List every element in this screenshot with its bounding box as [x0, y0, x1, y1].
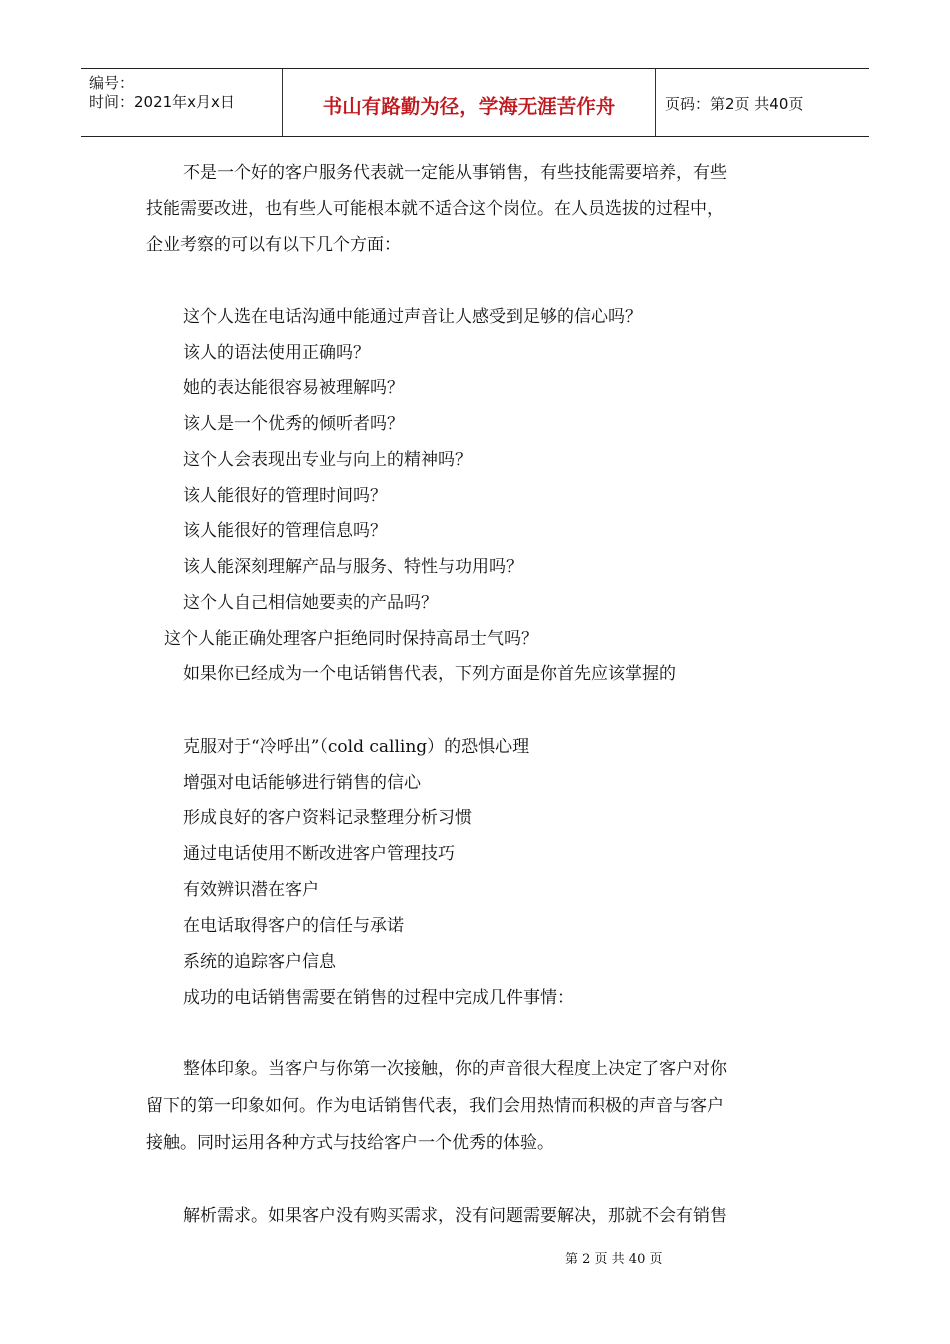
skill-item: 有效辨识潜在客户	[183, 880, 319, 900]
question-item: 该人的语法使用正确吗？	[183, 343, 370, 363]
question-item: 如果你已经成为一个电话销售代表，下列方面是你首先应该掌握的	[183, 664, 676, 684]
header-motto: 书山有路勤为径，学海无涯苦作舟	[322, 95, 616, 118]
question-item: 她的表达能很容易被理解吗？	[183, 378, 404, 398]
question-item: 这个人会表现出专业与向上的精神吗？	[183, 450, 472, 470]
skill-item: 成功的电话销售需要在销售的过程中完成几件事情：	[183, 988, 574, 1008]
question-item: 该人能很好的管理信息吗？	[183, 521, 387, 541]
skill-item: 通过电话使用不断改进客户管理技巧	[183, 844, 455, 864]
page-footer: 第 2 页 共 40 页	[565, 1252, 663, 1267]
skill-item: 在电话取得客户的信任与承诺	[183, 916, 404, 936]
needs-line-1: 解析需求。如果客户没有购买需求，没有问题需要解决，那就不会有销售	[183, 1206, 727, 1226]
document-date: 时间：2021年x月x日	[89, 93, 235, 111]
skill-item: 形成良好的客户资料记录整理分析习惯	[183, 808, 472, 828]
document-number-label: 编号：	[89, 74, 135, 92]
header-left-cell	[81, 69, 282, 136]
intro-line-3: 企业考察的可以有以下几个方面：	[146, 235, 401, 255]
header-right-cell	[655, 69, 869, 136]
question-item: 该人能深刻理解产品与服务、特性与功用吗？	[183, 557, 523, 577]
impression-line-1: 整体印象。当客户与你第一次接触，你的声音很大程度上决定了客户对你	[183, 1059, 727, 1079]
question-item: 该人是一个优秀的倾听者吗？	[183, 414, 404, 434]
header-motto-cell	[282, 69, 656, 136]
question-item: 该人能很好的管理时间吗？	[183, 486, 387, 506]
question-item: 这个人自己相信她要卖的产品吗？	[183, 593, 438, 613]
header-page-info: 页码：第2页 共40页	[665, 95, 804, 113]
intro-line-2: 技能需要改进，也有些人可能根本就不适合这个岗位。在人员选拔的过程中，	[146, 199, 724, 219]
intro-line-1: 不是一个好的客户服务代表就一定能从事销售，有些技能需要培养，有些	[183, 163, 727, 183]
skill-item: 系统的追踪客户信息	[183, 952, 336, 972]
impression-line-2: 留下的第一印象如何。作为电话销售代表，我们会用热情而积极的声音与客户	[146, 1096, 724, 1116]
question-item: 这个人能正确处理客户拒绝同时保持高昂士气吗？	[164, 629, 538, 649]
question-item: 这个人选在电话沟通中能通过声音让人感受到足够的信心吗？	[183, 307, 642, 327]
impression-line-3: 接触。同时运用各种方式与技给客户一个优秀的体验。	[146, 1133, 554, 1153]
skill-item: 克服对于“冷呼出”（cold calling）的恐惧心理	[183, 737, 530, 757]
skill-item: 增强对电话能够进行销售的信心	[183, 773, 421, 793]
document-header	[81, 68, 869, 137]
